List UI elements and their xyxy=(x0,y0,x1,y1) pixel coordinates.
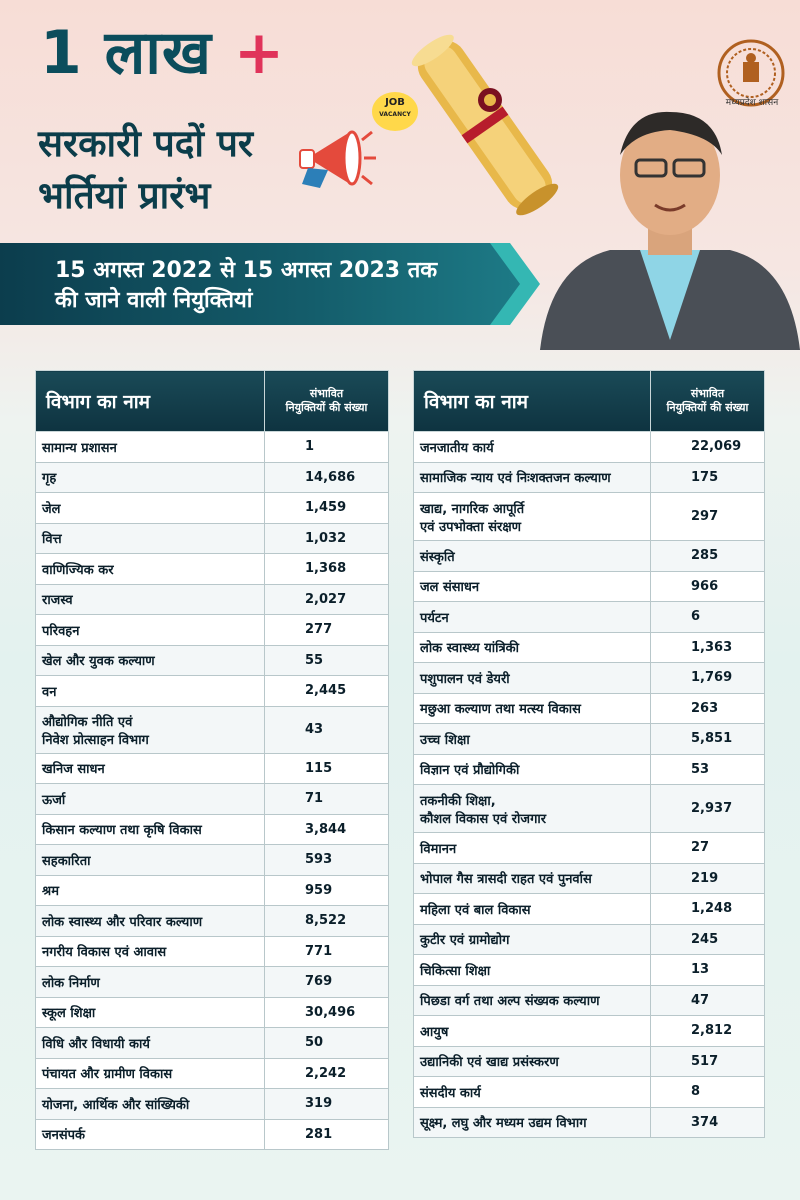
table-row xyxy=(36,554,389,585)
department-name-line: सामाजिक न्याय एवं निःशक्तजन कल्याण xyxy=(420,471,611,487)
table-row xyxy=(36,967,389,998)
department-name-line: योजना, आर्थिक और सांख्यिकी xyxy=(42,1097,190,1113)
department-name-line: चिकित्सा शिक्षा xyxy=(420,963,491,979)
department-name-line: कौशल विकास एवं रोजगार xyxy=(420,811,547,827)
appointment-count: 71 xyxy=(265,784,389,815)
department-name-line: कुटीर एवं ग्रामोद्योग xyxy=(420,933,510,949)
table-row xyxy=(414,924,765,955)
table-row xyxy=(414,754,765,785)
department-name xyxy=(414,541,651,572)
department-name-line: जनसंपर्क xyxy=(42,1128,86,1144)
table-row xyxy=(36,936,389,967)
table-row xyxy=(36,645,389,676)
banner-text xyxy=(55,256,437,316)
department-name-line: मछुआ कल्याण तथा मत्स्य विकास xyxy=(420,702,581,718)
department-name-line: आयुष xyxy=(420,1024,449,1040)
department-name-line: लोक स्वास्थ्य और परिवार कल्याण xyxy=(42,914,203,930)
department-name xyxy=(414,785,651,833)
table-row xyxy=(414,571,765,602)
department-name-line: खेल और युवक कल्याण xyxy=(42,654,155,670)
department-name-line: स्कूल शिक्षा xyxy=(42,1006,96,1022)
department-name xyxy=(36,845,265,876)
subhead-line-1: सरकारी पदों पर xyxy=(38,122,254,165)
appointment-count: 55 xyxy=(265,645,389,676)
appointment-count: 30,496 xyxy=(265,997,389,1028)
table-row xyxy=(36,493,389,524)
table-row xyxy=(36,1028,389,1059)
department-name xyxy=(414,462,651,493)
department-name xyxy=(36,1028,265,1059)
department-name-line: जनजातीय कार्य xyxy=(420,440,494,456)
department-name-line: वित्त xyxy=(42,532,62,548)
department-name xyxy=(414,663,651,694)
department-name xyxy=(36,997,265,1028)
logo-caption: मध्यप्रदेश शासन xyxy=(725,98,779,108)
table-row xyxy=(414,432,765,463)
department-name xyxy=(36,554,265,585)
department-name xyxy=(414,1107,651,1138)
appointment-count: 14,686 xyxy=(265,462,389,493)
table-row xyxy=(36,462,389,493)
department-name-line: वन xyxy=(42,684,57,700)
table-row xyxy=(414,724,765,755)
badge-top-text: JOB xyxy=(385,97,405,108)
department-name-line: सहकारिता xyxy=(42,853,91,869)
department-name xyxy=(414,632,651,663)
appointment-count: 115 xyxy=(265,753,389,784)
table-row xyxy=(36,845,389,876)
column-header-count xyxy=(265,371,389,432)
department-name xyxy=(36,906,265,937)
table-row xyxy=(414,894,765,925)
headline-main: 1 लाख xyxy=(40,18,212,88)
table-row xyxy=(36,906,389,937)
table-row xyxy=(36,875,389,906)
department-name xyxy=(36,676,265,707)
appointment-count: 517 xyxy=(651,1046,765,1077)
appointment-count: 297 xyxy=(651,493,765,541)
department-name xyxy=(36,814,265,845)
department-name xyxy=(36,432,265,463)
department-name xyxy=(36,584,265,615)
appointment-count: 8 xyxy=(651,1077,765,1108)
table-row xyxy=(414,1107,765,1138)
department-name xyxy=(36,706,265,753)
department-name xyxy=(414,571,651,602)
department-name-line: सूक्ष्म, लघु और मध्यम उद्यम विभाग xyxy=(420,1116,587,1132)
department-name xyxy=(36,753,265,784)
department-name xyxy=(36,1058,265,1089)
department-name-line: संस्कृति xyxy=(420,549,455,565)
department-table-right xyxy=(413,370,765,1138)
department-name-line: पशुपालन एवं डेयरी xyxy=(420,671,510,687)
table-row xyxy=(36,1058,389,1089)
department-name-line: महिला एवं बाल विकास xyxy=(420,902,531,918)
appointment-count: 593 xyxy=(265,845,389,876)
department-name xyxy=(414,754,651,785)
table-row xyxy=(414,863,765,894)
department-name xyxy=(414,955,651,986)
megaphone-icon xyxy=(298,118,376,198)
appointment-count: 2,445 xyxy=(265,676,389,707)
department-name xyxy=(36,936,265,967)
appointment-count: 5,851 xyxy=(651,724,765,755)
table-row xyxy=(414,632,765,663)
table-row xyxy=(36,1119,389,1150)
appointment-count: 1,363 xyxy=(651,632,765,663)
table-row xyxy=(414,785,765,833)
table-row xyxy=(36,676,389,707)
column-header-department: विभाग का नाम xyxy=(36,371,265,432)
department-name xyxy=(414,924,651,955)
appointment-count: 374 xyxy=(651,1107,765,1138)
badge-bottom-text: VACANCY xyxy=(379,111,411,118)
department-name-line: राजस्व xyxy=(42,593,73,609)
appointment-count: 1,248 xyxy=(651,894,765,925)
table-row xyxy=(414,955,765,986)
appointment-count: 27 xyxy=(651,833,765,864)
department-name xyxy=(36,875,265,906)
department-name xyxy=(36,523,265,554)
department-name-line: परिवहन xyxy=(42,623,80,639)
appointment-count: 50 xyxy=(265,1028,389,1059)
appointment-count: 1,769 xyxy=(651,663,765,694)
department-name-line: किसान कल्याण तथा कृषि विकास xyxy=(42,823,202,839)
appointment-count: 319 xyxy=(265,1089,389,1120)
appointment-count: 771 xyxy=(265,936,389,967)
department-name xyxy=(36,462,265,493)
appointment-count: 277 xyxy=(265,615,389,646)
table-row xyxy=(414,985,765,1016)
department-name xyxy=(36,1089,265,1120)
department-name xyxy=(414,693,651,724)
department-name xyxy=(414,985,651,1016)
department-name xyxy=(414,863,651,894)
count-header-line-2: नियुक्तियों की संख्या xyxy=(285,401,368,414)
department-name xyxy=(36,1119,265,1150)
appointment-count: 13 xyxy=(651,955,765,986)
department-name-line: विमानन xyxy=(420,841,457,857)
department-name-line: पर्यटन xyxy=(420,610,449,626)
table-row xyxy=(414,493,765,541)
department-name-line: भोपाल गैस त्रासदी राहत एवं पुनर्वास xyxy=(420,872,592,888)
department-name xyxy=(414,724,651,755)
department-name-line: संसदीय कार्य xyxy=(420,1085,481,1101)
table-row xyxy=(414,462,765,493)
department-name-line: ऊर्जा xyxy=(42,792,66,808)
appointment-count: 1,368 xyxy=(265,554,389,585)
appointment-count: 43 xyxy=(265,706,389,753)
department-name-line: तकनीकी शिक्षा, xyxy=(420,793,496,809)
appointment-count: 1 xyxy=(265,432,389,463)
headline-plus: + xyxy=(233,18,286,88)
appointment-count: 219 xyxy=(651,863,765,894)
table-row xyxy=(414,833,765,864)
department-name-line: लोक निर्माण xyxy=(42,975,100,991)
department-name xyxy=(414,602,651,633)
department-name xyxy=(414,432,651,463)
department-name-line: पंचायत और ग्रामीण विकास xyxy=(42,1067,173,1083)
appointment-count: 175 xyxy=(651,462,765,493)
department-name xyxy=(36,615,265,646)
appointment-count: 959 xyxy=(265,875,389,906)
department-name xyxy=(414,833,651,864)
department-name xyxy=(414,894,651,925)
appointment-count: 966 xyxy=(651,571,765,602)
table-row xyxy=(36,706,389,753)
department-name-line: जल संसाधन xyxy=(420,580,480,596)
count-header-line-2: नियुक्तियों की संख्या xyxy=(666,401,749,414)
banner-line-2: की जाने वाली नियुक्तियां xyxy=(55,288,253,313)
appointment-count: 3,844 xyxy=(265,814,389,845)
appointment-count: 285 xyxy=(651,541,765,572)
table-row xyxy=(414,663,765,694)
department-name xyxy=(414,493,651,541)
appointment-count: 263 xyxy=(651,693,765,724)
table-row xyxy=(414,1046,765,1077)
department-name-line: नगरीय विकास एवं आवास xyxy=(42,945,167,961)
appointment-count: 22,069 xyxy=(651,432,765,463)
department-name-line: विधि और विधायी कार्य xyxy=(42,1036,150,1052)
department-name xyxy=(414,1077,651,1108)
column-header-count xyxy=(651,371,765,432)
table-row xyxy=(36,997,389,1028)
headline xyxy=(40,18,285,88)
appointment-count: 8,522 xyxy=(265,906,389,937)
table-row xyxy=(36,432,389,463)
table-row xyxy=(414,693,765,724)
department-name-line: श्रम xyxy=(42,884,59,900)
table-row xyxy=(414,602,765,633)
appointment-count: 47 xyxy=(651,985,765,1016)
table-row xyxy=(36,523,389,554)
appointment-count: 53 xyxy=(651,754,765,785)
department-name-line: खनिज साधन xyxy=(42,762,105,778)
table-row xyxy=(414,1016,765,1047)
appointment-count: 1,032 xyxy=(265,523,389,554)
table-row xyxy=(36,584,389,615)
count-header-line-1: संभावित xyxy=(309,387,344,400)
department-name-line: लोक स्वास्थ्य यांत्रिकी xyxy=(420,641,520,657)
department-name-line: उद्यानिकी एवं खाद्य प्रसंस्करण xyxy=(420,1055,559,1071)
department-table-left xyxy=(35,370,389,1150)
table-row xyxy=(36,753,389,784)
department-name-line: औद्योगिक नीति एवं xyxy=(42,714,133,730)
subheadline xyxy=(38,118,253,222)
department-name xyxy=(36,645,265,676)
appointment-count: 1,459 xyxy=(265,493,389,524)
table-row xyxy=(36,615,389,646)
department-name-line: एवं उपभोक्ता संरक्षण xyxy=(420,519,522,535)
appointment-count: 281 xyxy=(265,1119,389,1150)
department-name-line: वाणिज्यिक कर xyxy=(42,562,114,578)
department-name-line: निवेश प्रोत्साहन विभाग xyxy=(42,732,149,748)
department-name-line: जेल xyxy=(42,501,61,517)
department-name xyxy=(36,967,265,998)
table-row xyxy=(414,1077,765,1108)
department-name-line: गृह xyxy=(42,471,57,487)
table-row xyxy=(36,814,389,845)
department-name-line: विज्ञान एवं प्रौद्योगिकी xyxy=(420,763,520,779)
appointment-count: 2,242 xyxy=(265,1058,389,1089)
appointment-count: 245 xyxy=(651,924,765,955)
table-row xyxy=(414,541,765,572)
department-name-line: सामान्य प्रशासन xyxy=(42,440,117,456)
table-row xyxy=(36,1089,389,1120)
department-name xyxy=(36,493,265,524)
table-row xyxy=(36,784,389,815)
department-name-line: पिछडा वर्ग तथा अल्प संख्यक कल्याण xyxy=(420,994,600,1010)
appointment-count: 6 xyxy=(651,602,765,633)
column-header-department: विभाग का नाम xyxy=(414,371,651,432)
department-name-line: उच्च शिक्षा xyxy=(420,732,470,748)
subhead-line-2: भर्तियां प्रारंभ xyxy=(38,174,211,217)
banner-line-1: 15 अगस्त 2022 से 15 अगस्त 2023 तक xyxy=(55,258,438,283)
department-name xyxy=(36,784,265,815)
leader-portrait xyxy=(540,100,800,350)
count-header-line-1: संभावित xyxy=(690,387,725,400)
appointment-count: 769 xyxy=(265,967,389,998)
department-name-line: खाद्य, नागरिक आपूर्ति xyxy=(420,501,525,517)
department-name xyxy=(414,1046,651,1077)
appointment-count: 2,027 xyxy=(265,584,389,615)
appointment-count: 2,937 xyxy=(651,785,765,833)
department-name xyxy=(414,1016,651,1047)
appointment-count: 2,812 xyxy=(651,1016,765,1047)
